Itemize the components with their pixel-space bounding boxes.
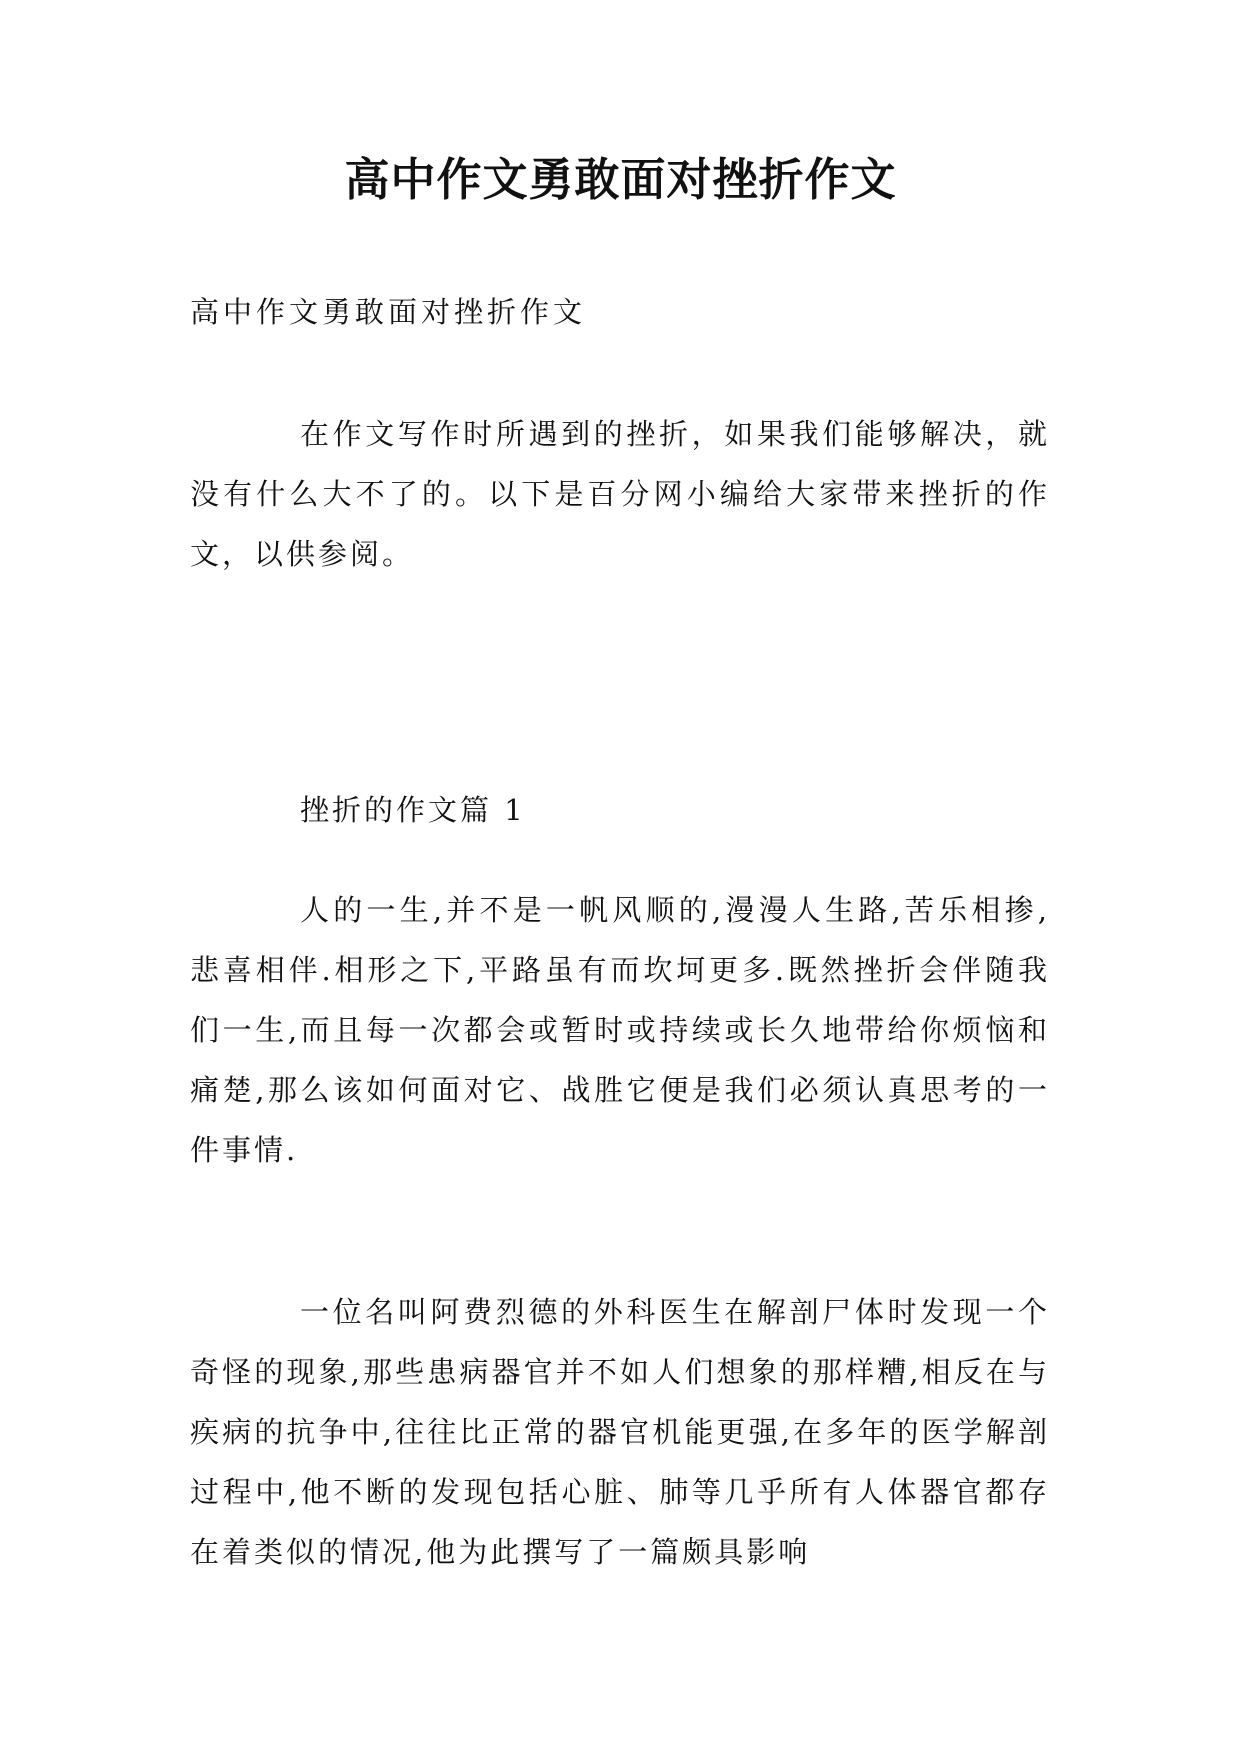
intro-paragraph: 在作文写作时所遇到的挫折，如果我们能够解决，就没有什么大不了的。以下是百分网小编给大家带来挫折的作文，以供参阅。: [190, 417, 1050, 571]
section-heading: 挫折的作文篇 1: [300, 793, 526, 827]
document-subtitle: 高中作文勇敢面对挫折作文: [190, 295, 587, 329]
document-title: 高中作文勇敢面对挫折作文: [344, 153, 897, 206]
body-paragraph-2: 一位名叫阿费烈德的外科医生在解剖尸体时发现一个奇怪的现象,那些患病器官并不如人们想象的那样糟,相反在与疾病的抗争中,往往比正常的器官机能更强,在多年的医学解剖过程中,他不断的发现包括心脏、肺等几乎所有人体器官都存在着类似的情况,他为此撰写了一篇颇具影响: [190, 1295, 1050, 1569]
body-paragraph-1: 人的一生,并不是一帆风顺的,漫漫人生路,苦乐相掺,悲喜相伴.相形之下,平路虽有而坎坷更多.既然挫折会伴随我们一生,而且每一次都会或暂时或持续或长久地带给你烦恼和痛楚,那么该如何面对它、战胜它便是我们必须认真思考的一件事情.: [190, 893, 1050, 1167]
